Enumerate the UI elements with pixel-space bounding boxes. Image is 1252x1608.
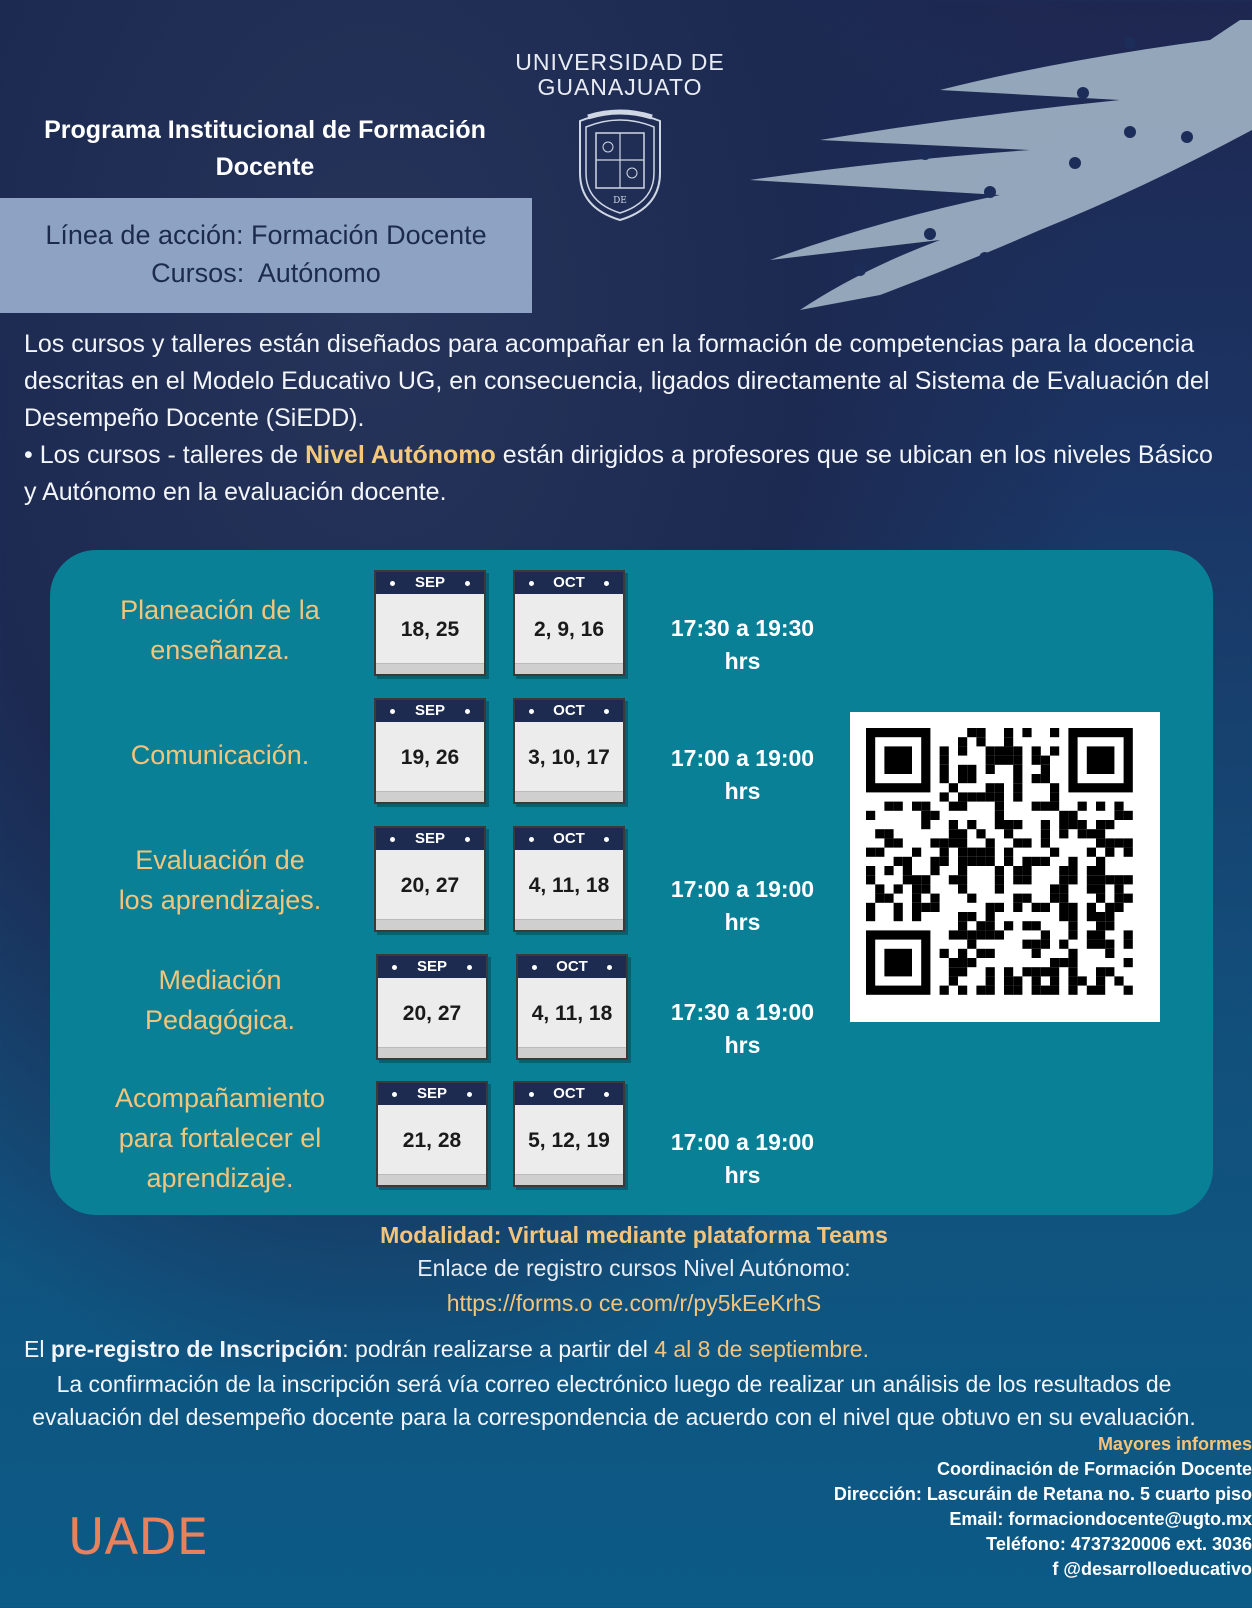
calendar-oct: OCT 5, 12, 19 — [513, 1081, 625, 1187]
uade-logo — [68, 1510, 216, 1568]
course-time: 17:30 a 19:30 hrs — [670, 615, 815, 674]
modality-text: Modalidad: Virtual mediante plataforma Teams — [380, 1222, 888, 1248]
confirmation-text: La confirmación de la inscripción será vía correo electrónico luego de realizar un análisis de los resultados de evaluación del desempeño docente para la correspondencia de acuerdo con el nivel que obtuvo en su evaluación. — [32, 1371, 1196, 1430]
intro-text: Los cursos y talleres están diseñados para acompañar en la formación de competencias para la docencia descritas en el Modelo Educativo UG, en consecuencia, ligados directamente al Sistema de Evaluación del Desempeño Docente (SiEDD). • Los cursos - talleres de Nivel Autónomo están dirigidos a profesores que se ubican en los niveles Básico y Autónomo en la evaluación docente. — [24, 330, 1213, 506]
contact-info: Mayores informes Coordinación de Formación Docente Dirección: Lascuráin de Retana no. 5 cuarto piso Email: formaciondocente@ugto.mx Teléfono: 4737320006 ext. 3036 f @desarrolloeducativo — [692, 1432, 1252, 1582]
course-time: 17:00 a 19:00 hrs — [670, 745, 815, 804]
svg-text:DE: DE — [613, 196, 627, 206]
calendar-sep: SEP 20, 27 — [376, 954, 488, 1060]
course-title: Acompañamiento para fortalecer el aprendizaje. — [114, 1083, 326, 1193]
preregistration-text: El pre-registro de Inscripción: podrán realizarse a partir del 4 al 8 de septiembre. — [24, 1336, 869, 1362]
email-link[interactable]: Email: formaciondocente@ugto.mx — [949, 1509, 1252, 1529]
course-title: Comunicación. — [130, 740, 310, 770]
calendar-oct: OCT 2, 9, 16 — [513, 570, 625, 676]
course-title: Mediación Pedagógica. — [144, 965, 296, 1035]
qr-code[interactable] — [850, 712, 1160, 1022]
calendar-sep: SEP 19, 26 — [374, 698, 486, 804]
course-title: Planeación de la enseñanza. — [120, 595, 320, 665]
calendar-oct: OCT 3, 10, 17 — [513, 698, 625, 804]
calendar-oct: OCT 4, 11, 18 — [516, 954, 628, 1060]
registration-link[interactable]: https://forms.o ce.com/r/py5kEeKrhS — [446, 1290, 822, 1316]
action-line-box: Línea de acción: Formación Docente Cursos: Autónomo — [0, 198, 532, 313]
brush-stroke-decoration — [740, 20, 1252, 310]
university-name: UNIVERSIDAD DE GUANAJUATO — [515, 49, 725, 100]
calendar-sep: SEP 20, 27 — [374, 826, 486, 932]
course-time: 17:00 a 19:00 hrs — [670, 876, 815, 935]
facebook-icon: f — [1052, 1559, 1064, 1579]
program-title: Programa Institucional de Formación Docente — [44, 116, 486, 181]
course-time: 17:00 a 19:00 hrs — [670, 1129, 815, 1188]
calendar-sep: SEP 21, 28 — [376, 1081, 488, 1187]
course-title: Evaluación de los aprendizajes. — [118, 845, 322, 915]
calendar-oct: OCT 4, 11, 18 — [513, 826, 625, 932]
university-crest-icon — [570, 103, 670, 223]
calendar-sep: SEP 18, 25 — [374, 570, 486, 676]
svg-text:UADE: UADE — [68, 1510, 208, 1566]
course-time: 17:30 a 19:00 hrs — [670, 999, 815, 1058]
registration-label: Enlace de registro cursos Nivel Autónomo: — [417, 1255, 851, 1281]
